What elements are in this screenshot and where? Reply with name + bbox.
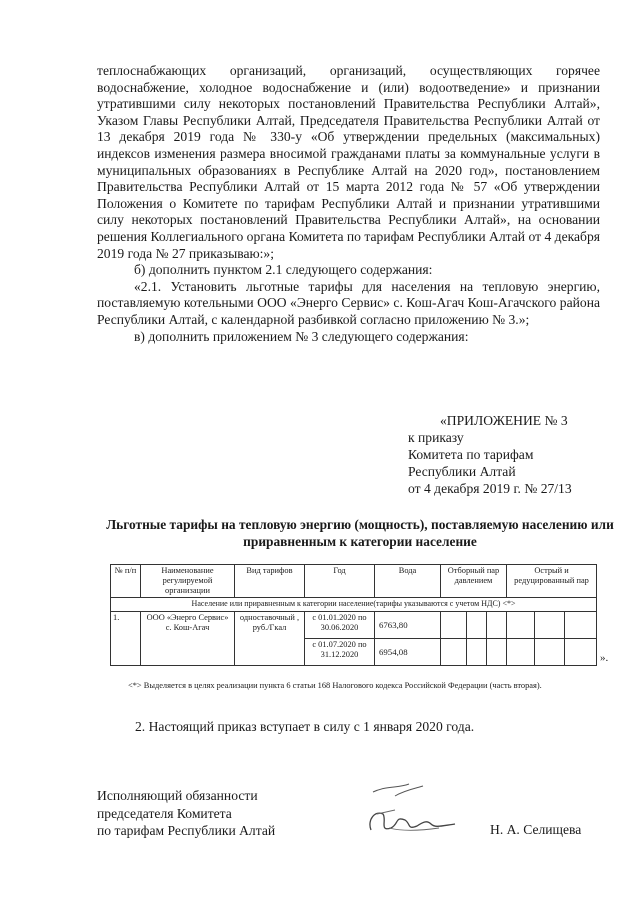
signatory-line: Исполняющий обязанности	[97, 788, 258, 803]
tariffs-table	[110, 564, 597, 666]
clause-2: 2. Настоящий приказ вступает в силу с 1 января 2020 года.	[135, 719, 475, 734]
cell-empty	[507, 612, 535, 639]
header-org: Наименование регулируемой организации	[141, 565, 235, 598]
header-water: Вода	[375, 565, 441, 598]
table-title: Льготные тарифы на тепловую энергию (мощность), поставляемую населению или приравненным к категории население	[106, 517, 614, 549]
cell-empty	[487, 612, 507, 639]
paragraph-item-b: б) дополнить пунктом 2.1 следующего содержания:	[134, 262, 433, 278]
cell-empty	[565, 612, 597, 639]
cell-empty	[535, 639, 565, 666]
cell-empty	[441, 612, 467, 639]
cell-empty	[441, 639, 467, 666]
paragraph-item-v: в) дополнить приложением № 3 следующего содержания:	[134, 328, 469, 344]
signatory-title	[97, 787, 275, 840]
cell-period: с 01.01.2020 по 30.06.2020	[305, 612, 375, 639]
tariffs-table-wrap	[110, 564, 597, 666]
appendix-header	[408, 412, 608, 497]
cell-empty	[565, 639, 597, 666]
appendix-line: Комитета по тарифам	[408, 447, 534, 462]
header-type: Вид тарифов	[235, 565, 305, 598]
cell-tariff-type: одноставочный , руб./Гкал	[235, 612, 305, 666]
cell-empty	[467, 639, 487, 666]
signatory-line: председателя Комитета	[97, 805, 232, 821]
table-header-row	[111, 565, 597, 598]
header-steam-selected: Отборный пар давлением	[441, 565, 507, 598]
appendix-line: Республики Алтай	[408, 464, 516, 479]
cell-empty	[507, 639, 535, 666]
footnote: <*> Выделяется в целях реализации пункта 6 статьи 168 Налогового кодекса Российской Федерации (часть вторая).	[128, 681, 542, 690]
cell-org: ООО «Энерго Сервис» с. Кош-Агач	[141, 612, 235, 666]
cell-period: с 01.07.2020 по 31.12.2020	[305, 639, 375, 666]
handwritten-signature	[365, 780, 475, 840]
cell-empty	[467, 612, 487, 639]
table-section-row	[111, 598, 597, 612]
signer-name: Н. А. Селищева	[490, 822, 582, 837]
paragraph-legal-basis: теплоснабжающих организаций, организаций, осуществляющих горячее водоснабжение, холодное водоснабжение и (или) водоотведение» и признании утратившими силу некоторых постановлений Правительства Республики Алтай», Указом Главы Республики Алтай, Председателя Правительства Республики Алтай от 13 декабря 2019 года № 330-у «Об утверждении предельных (максимальных) индексов изменения размера вносимой гражданами платы за коммунальные услуги в муниципальных образованиях в Республике Алтай на 2020 год», постановлением Правительства Республики Алтай от 15 марта 2012 года № 57 «Об утверждении Положения о Комитете по тарифам Республики Алтай и признании утратившими силу некоторых постановлений Правительства Республики Алтай», на основании решения Коллегиального органа Комитета по тарифам Республики Алтай от 4 декабря 2019 года № 27 приказываю:»;	[97, 63, 600, 261]
cell-water-value: 6763,80	[375, 612, 441, 639]
appendix-line: к приказу	[408, 430, 464, 445]
cell-water-value: 6954,08	[375, 639, 441, 666]
table-row	[111, 612, 597, 639]
header-year: Год	[305, 565, 375, 598]
signatory-line: по тарифам Республики Алтай	[97, 823, 276, 838]
order-body	[97, 63, 600, 345]
appendix-title: «ПРИЛОЖЕНИЕ № 3	[440, 413, 568, 428]
header-num: № п/п	[111, 565, 141, 598]
header-steam-sharp: Острый и редуцированный пар	[507, 565, 597, 598]
cell-num: 1.	[111, 612, 141, 666]
table-close-quote: ».	[600, 652, 609, 664]
cell-empty	[487, 639, 507, 666]
appendix-line: от 4 декабря 2019 г. № 27/13	[408, 481, 572, 496]
paragraph-clause-2-1: «2.1. Установить льготные тарифы для населения на тепловую энергию, поставляемую котельными ООО «Энерго Сервис» с. Кош-Агач Кош-Агачского района Республики Алтай, с календарной разбивкой согласно приложению № 3.»;	[97, 278, 600, 327]
cell-empty	[535, 612, 565, 639]
section-label: Население или приравненным к категории население(тарифы указываются с учетом НДС) <*>	[111, 598, 597, 612]
